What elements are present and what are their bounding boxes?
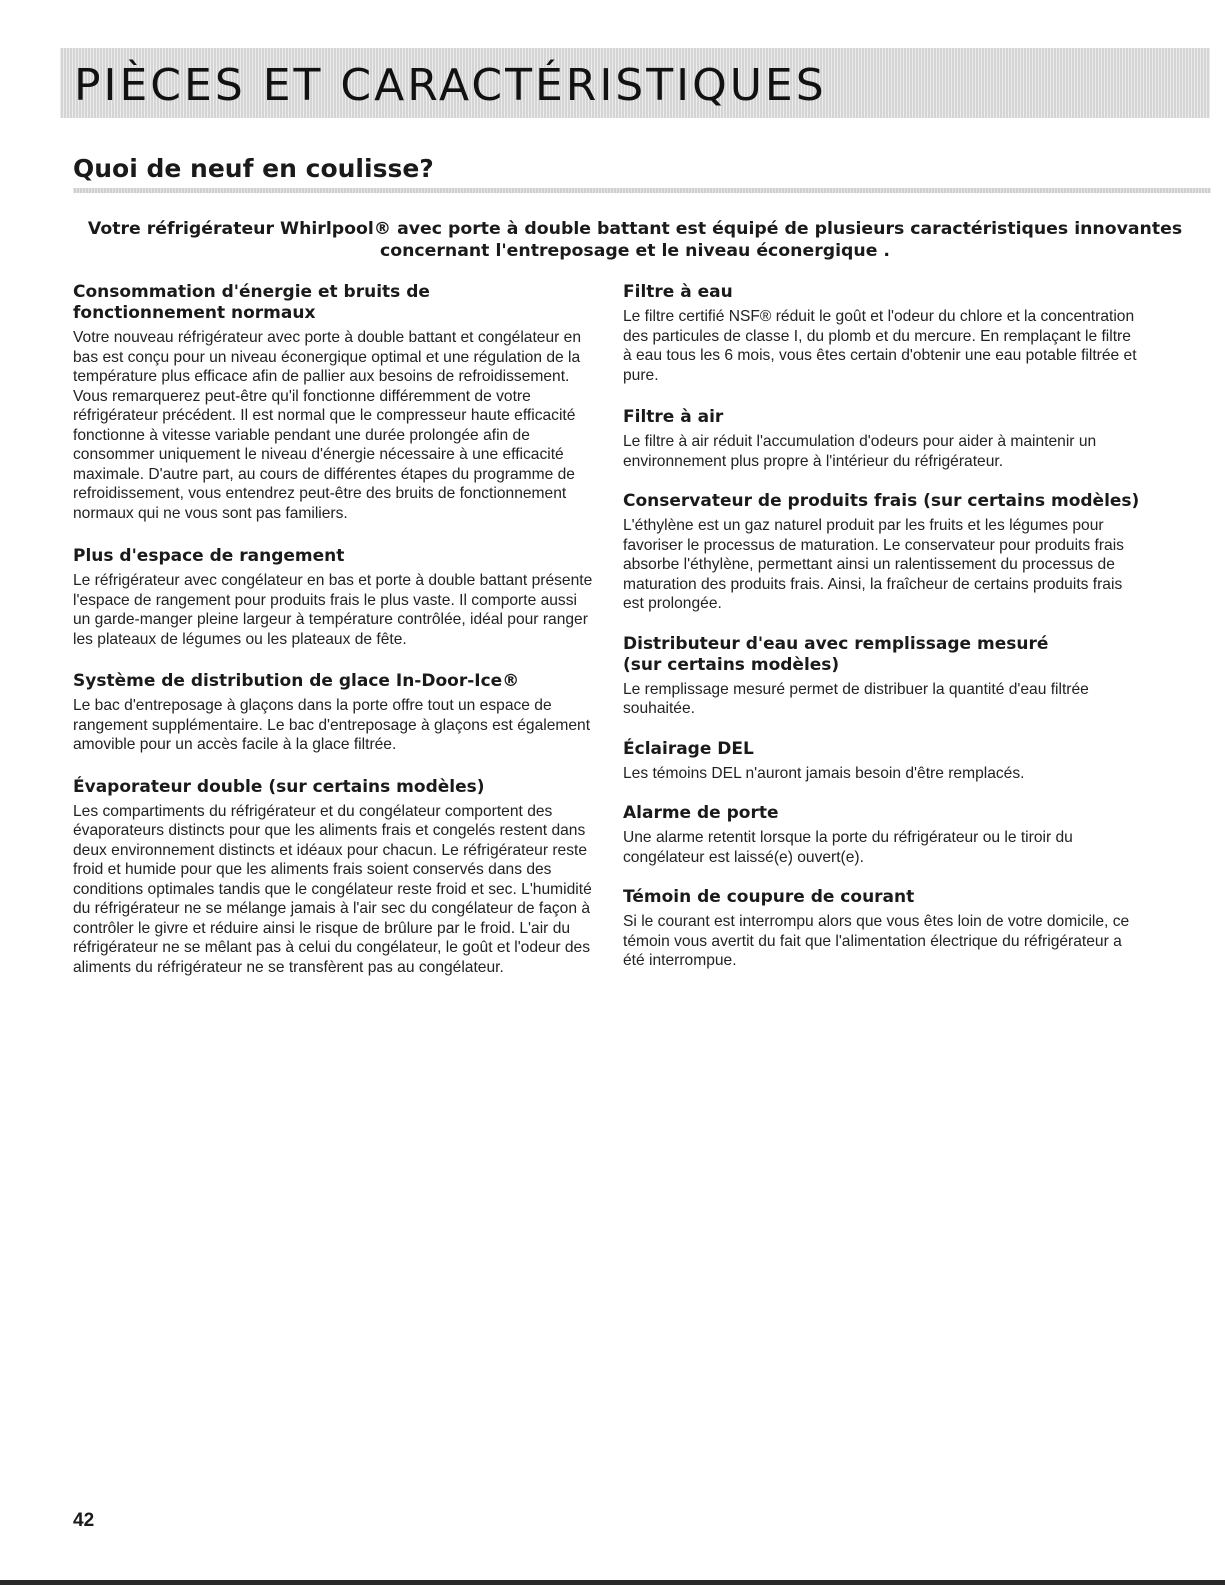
subtitle-rule: [73, 188, 1211, 193]
section-body: Le réfrigérateur avec congélateur en bas et porte à double battant présente l'espace de rangement pour produits frais le plus vaste. Il comporte aussi un garde-manger pleine largeur à température contrôlée, idéal pour ranger les plateaux de légumes ou les plateaux de fête.: [73, 572, 593, 648]
left-column: [73, 282, 593, 996]
bottom-border: [0, 1580, 1225, 1585]
section-energy-noise: [73, 282, 593, 523]
section-led-lighting: [623, 739, 1143, 784]
section-body: Les compartiments du réfrigérateur et du congélateur comportent des évaporateurs distincts pour que les aliments frais et congelés restent dans deux environnement distincts et idéaux pour chacun. Le réfrigérateur reste froid et humide pour que les aliments frais soient conservés dans des conditions optimales tandis que le congélateur reste froid et sec. L'humidité du réfrigérateur ne se mélange jamais à l'air sec du congélateur de façon à contrôler le givre et réduire ainsi le risque de brûlure par le froid. L'air du réfrigérateur ne se mêlant pas à celui du congélateur, le goût et l'odeur des aliments du réfrigérateur ne se transfèrent pas au congélateur.: [73, 802, 592, 976]
section-heading: Témoin de coupure de courant: [623, 887, 915, 907]
section-dual-evaporator: [73, 777, 593, 978]
section-heading: Éclairage DEL: [623, 738, 754, 759]
section-body: Le bac d'entreposage à glaçons dans la porte offre tout un espace de rangement supplémentaire. Le bac d'entreposage à glaçons est également amovible pour un accès facile à la glace filtrée.: [73, 697, 591, 753]
section-body: Les témoins DEL n'auront jamais besoin d'être remplacés.: [623, 764, 1025, 782]
section-in-door-ice: [73, 671, 593, 755]
section-heading: Alarme de porte: [623, 803, 779, 823]
section-body: Le remplissage mesuré permet de distribuer la quantité d'eau filtrée souhaitée.: [623, 680, 1089, 717]
section-heading: Évaporateur double (sur certains modèles): [73, 776, 485, 797]
section-heading: Distributeur d'eau avec remplissage mesuré (sur certains modèles): [623, 633, 1049, 675]
section-water-filter: [623, 282, 1143, 385]
intro-paragraph: Votre réfrigérateur Whirlpool® avec porte à double battant est équipé de plusieurs caractéristiques innovantes concernant l'entreposage et le niveau éconergique .: [87, 219, 1183, 261]
section-body: Le filtre certifié NSF® réduit le goût et l'odeur du chlore et la concentration des particules de classe I, du plomb et du mercure. En remplaçant le filtre à eau tous les 6 mois, vous êtes certain d'obtenir une eau potable filtrée et pure.: [623, 308, 1137, 384]
section-heading: Plus d'espace de rangement: [73, 546, 345, 566]
section-body: L'éthylène est un gaz naturel produit par les fruits et les légumes pour favoriser le processus de maturation. Le conservateur pour produits frais absorbe l'éthylène, permettant ainsi un ralentissement du processus de maturation des produits frais. Ainsi, la fraîcheur de certains produits frais est prolongée.: [623, 517, 1124, 612]
section-heading: Filtre à eau: [623, 282, 733, 302]
section-heading: Système de distribution de glace In-Door-Ice®: [73, 671, 520, 691]
page-number: 42: [73, 1510, 95, 1531]
section-heading: Filtre à air: [623, 407, 724, 427]
section-power-outage: [623, 887, 1143, 971]
section-body: Le filtre à air réduit l'accumulation d'odeurs pour aider à maintenir un environnement plus propre à l'intérieur du réfrigérateur.: [623, 433, 1097, 470]
section-heading: Consommation d'énergie et bruits de fonctionnement normaux: [73, 282, 430, 323]
right-column: [623, 282, 1143, 990]
section-body: Si le courant est interrompu alors que vous êtes loin de votre domicile, ce témoin vous avertit du fait que l'alimentation électrique du réfrigérateur a été interrompue.: [623, 913, 1130, 969]
section-storage-space: [73, 546, 593, 649]
section-body: Une alarme retentit lorsque la porte du réfrigérateur ou le tiroir du congélateur est laissé(e) ouvert(e).: [623, 829, 1073, 866]
banner-title: PIÈCES ET CARACTÉRISTIQUES: [74, 60, 827, 111]
section-door-alarm: [623, 803, 1143, 867]
section-measured-fill: [623, 634, 1143, 719]
section-produce-preserver: [623, 491, 1143, 614]
page-subtitle: Quoi de neuf en coulisse?: [73, 154, 434, 183]
section-banner: [60, 48, 1210, 118]
section-air-filter: [623, 407, 1143, 471]
section-body: Votre nouveau réfrigérateur avec porte à double battant et congélateur en bas est conçu pour un niveau éconergique optimal et une régulation de la température plus efficace afin de pallier aux besoins de refroidissement. Vous remarquerez peut-être qu'il fonctionne différemment de votre réfrigérateur précédent. Il est normal que le compresseur haute efficacité fonctionne à vitesse variable pendant une durée prolongée afin de consommer uniquement le niveau d'énergie nécessaire à une efficacité maximale. D'autre part, au cours de différentes étapes du programme de refroidissement, vous entendrez peut-être des bruits de fonctionnement normaux qui ne vous sont pas familiers.: [73, 329, 582, 522]
section-heading: Conservateur de produits frais (sur certains modèles): [623, 491, 1140, 511]
